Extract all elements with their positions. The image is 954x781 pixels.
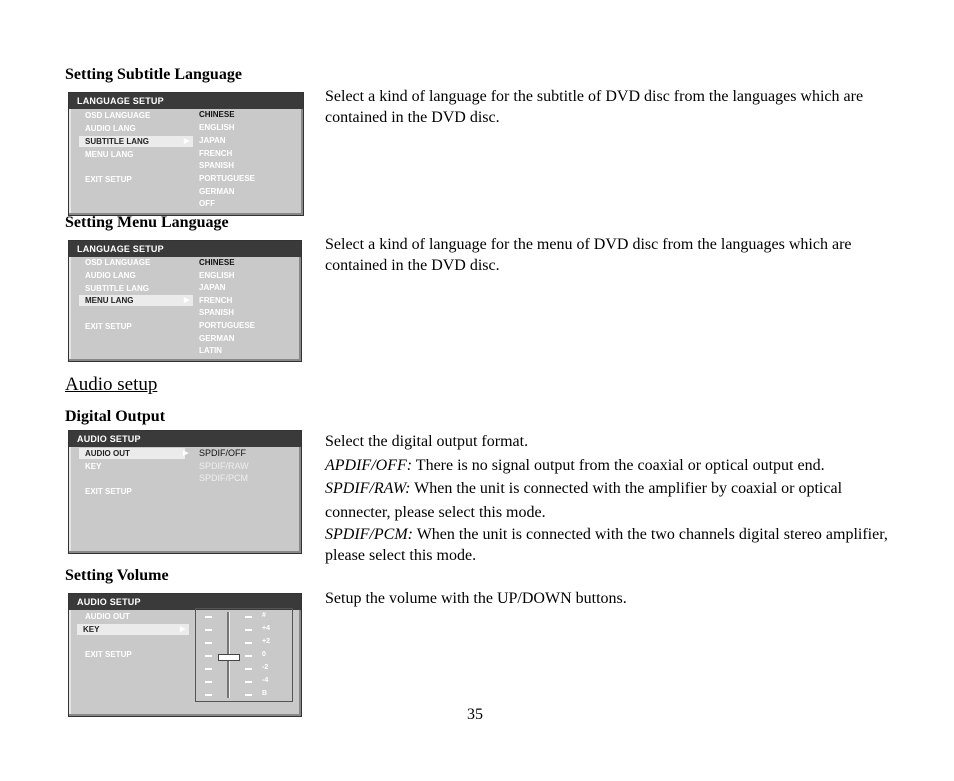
osd-menu-item-selected: KEY [77,624,189,635]
volume-scale-label: 0 [262,651,266,658]
volume-tick [245,629,252,631]
osd-option: SPDIF/RAW [199,461,249,471]
digital-output-text: When the unit is connected with the amplifier by coaxial or optical connecter, please select this mode. [325,480,843,521]
osd-option: GERMAN [199,187,235,196]
osd-menu-item: OSD LANGUAGE [85,258,151,267]
osd-option: GERMAN [199,334,235,343]
digital-output-item [325,454,900,478]
menu-language-osd [68,240,302,362]
osd-menu-item: AUDIO OUT [85,612,130,621]
volume-tick [245,655,252,657]
osd-title: AUDIO SETUP [69,431,301,447]
osd-option: PORTUGUESE [199,174,256,183]
volume-tick [205,694,212,696]
menu-language-description: Select a kind of language for the menu of DVD disc from the languages which are contained in the DVD disc. [325,236,852,274]
osd-title: LANGUAGE SETUP [69,241,301,257]
digital-output-description [325,430,900,566]
volume-tick [245,668,252,670]
osd-menu-item-selected: SUBTITLE LANG [79,136,193,147]
volume-scale [195,608,293,702]
volume-tick [205,629,212,631]
osd-menu-item: OSD LANGUAGE [85,111,151,120]
osd-option-current: CHINESE [199,110,235,119]
digital-output-osd [68,430,302,554]
osd-menu-item: KEY [85,462,102,471]
osd-title: LANGUAGE SETUP [69,93,303,109]
volume-scale-label: +4 [262,625,270,632]
subtitle-language-description: Select a kind of language for the subtitle of DVD disc from the languages which are contained in the DVD disc. [325,88,864,126]
osd-menu-item: MENU LANG [85,150,134,159]
digital-output-text: When the unit is connected with the two channels digital stereo amplifier, please select this mode. [325,526,888,564]
osd-option-current: CHINESE [199,258,235,267]
digital-output-term: SPDIF/PCM: [325,526,413,543]
volume-tick [245,681,252,683]
osd-menu-item: AUDIO LANG [85,124,136,133]
digital-output-text: There is no signal output from the coaxial or optical output end. [412,456,825,474]
volume-tick [245,694,252,696]
volume-tick [205,668,212,670]
osd-title: AUDIO SETUP [69,594,301,610]
digital-output-item [325,477,900,524]
digital-output-term: APDIF/OFF: [325,456,413,474]
arrow-right-icon: ▶ [184,297,190,304]
osd-option: SPDIF/PCM [199,473,249,483]
volume-tick [205,681,212,683]
volume-scale-label: # [262,612,266,619]
osd-menu-item-selected: MENU LANG [79,295,193,306]
volume-osd [68,593,302,717]
osd-option: JAPAN [199,136,226,145]
menu-language-heading: Setting Menu Language [65,214,229,231]
osd-option: LATIN [199,346,222,355]
page-number: 35 [467,706,483,723]
digital-output-item [325,524,900,566]
osd-option: PORTUGUESE [199,321,256,330]
osd-option: SPANISH [199,161,234,170]
osd-option-current: SPDIF/OFF [199,448,246,458]
osd-menu-item: EXIT SETUP [85,175,132,184]
volume-tick [205,642,212,644]
arrow-right-icon: ▶ [183,450,189,457]
volume-tick [245,616,252,618]
volume-tick [245,642,252,644]
osd-option: SPANISH [199,308,234,317]
osd-option: FRENCH [199,296,233,305]
digital-output-heading: Digital Output [65,408,166,425]
digital-output-term: SPDIF/RAW: [325,480,411,497]
setting-volume-description: Setup the volume with the UP/DOWN buttons. [325,590,627,607]
osd-option: OFF [199,199,215,208]
volume-slider-knob [218,654,240,661]
audio-setup-title: Audio setup [65,374,158,395]
osd-menu-item: AUDIO LANG [85,271,136,280]
osd-menu-item: SUBTITLE LANG [85,284,149,293]
subtitle-language-osd [68,92,304,216]
osd-menu-item: EXIT SETUP [85,650,132,659]
osd-option: FRENCH [199,149,233,158]
volume-scale-label: -2 [262,664,269,671]
osd-option: ENGLISH [199,123,235,132]
arrow-right-icon: ▶ [184,138,190,145]
volume-scale-label: +2 [262,638,270,645]
setting-volume-heading: Setting Volume [65,567,169,584]
volume-tick [205,655,212,657]
osd-option: ENGLISH [199,271,235,280]
osd-option: JAPAN [199,283,226,292]
osd-menu-item: EXIT SETUP [85,487,132,496]
digital-output-intro: Select the digital output format. [325,433,529,450]
subtitle-language-heading: Setting Subtitle Language [65,66,242,83]
volume-scale-label: B [262,690,268,697]
volume-tick [205,616,212,618]
osd-menu-item-selected: AUDIO OUT [79,448,185,459]
volume-scale-label: -4 [262,677,269,684]
osd-menu-item: EXIT SETUP [85,322,132,331]
arrow-right-icon: ▶ [180,626,186,633]
